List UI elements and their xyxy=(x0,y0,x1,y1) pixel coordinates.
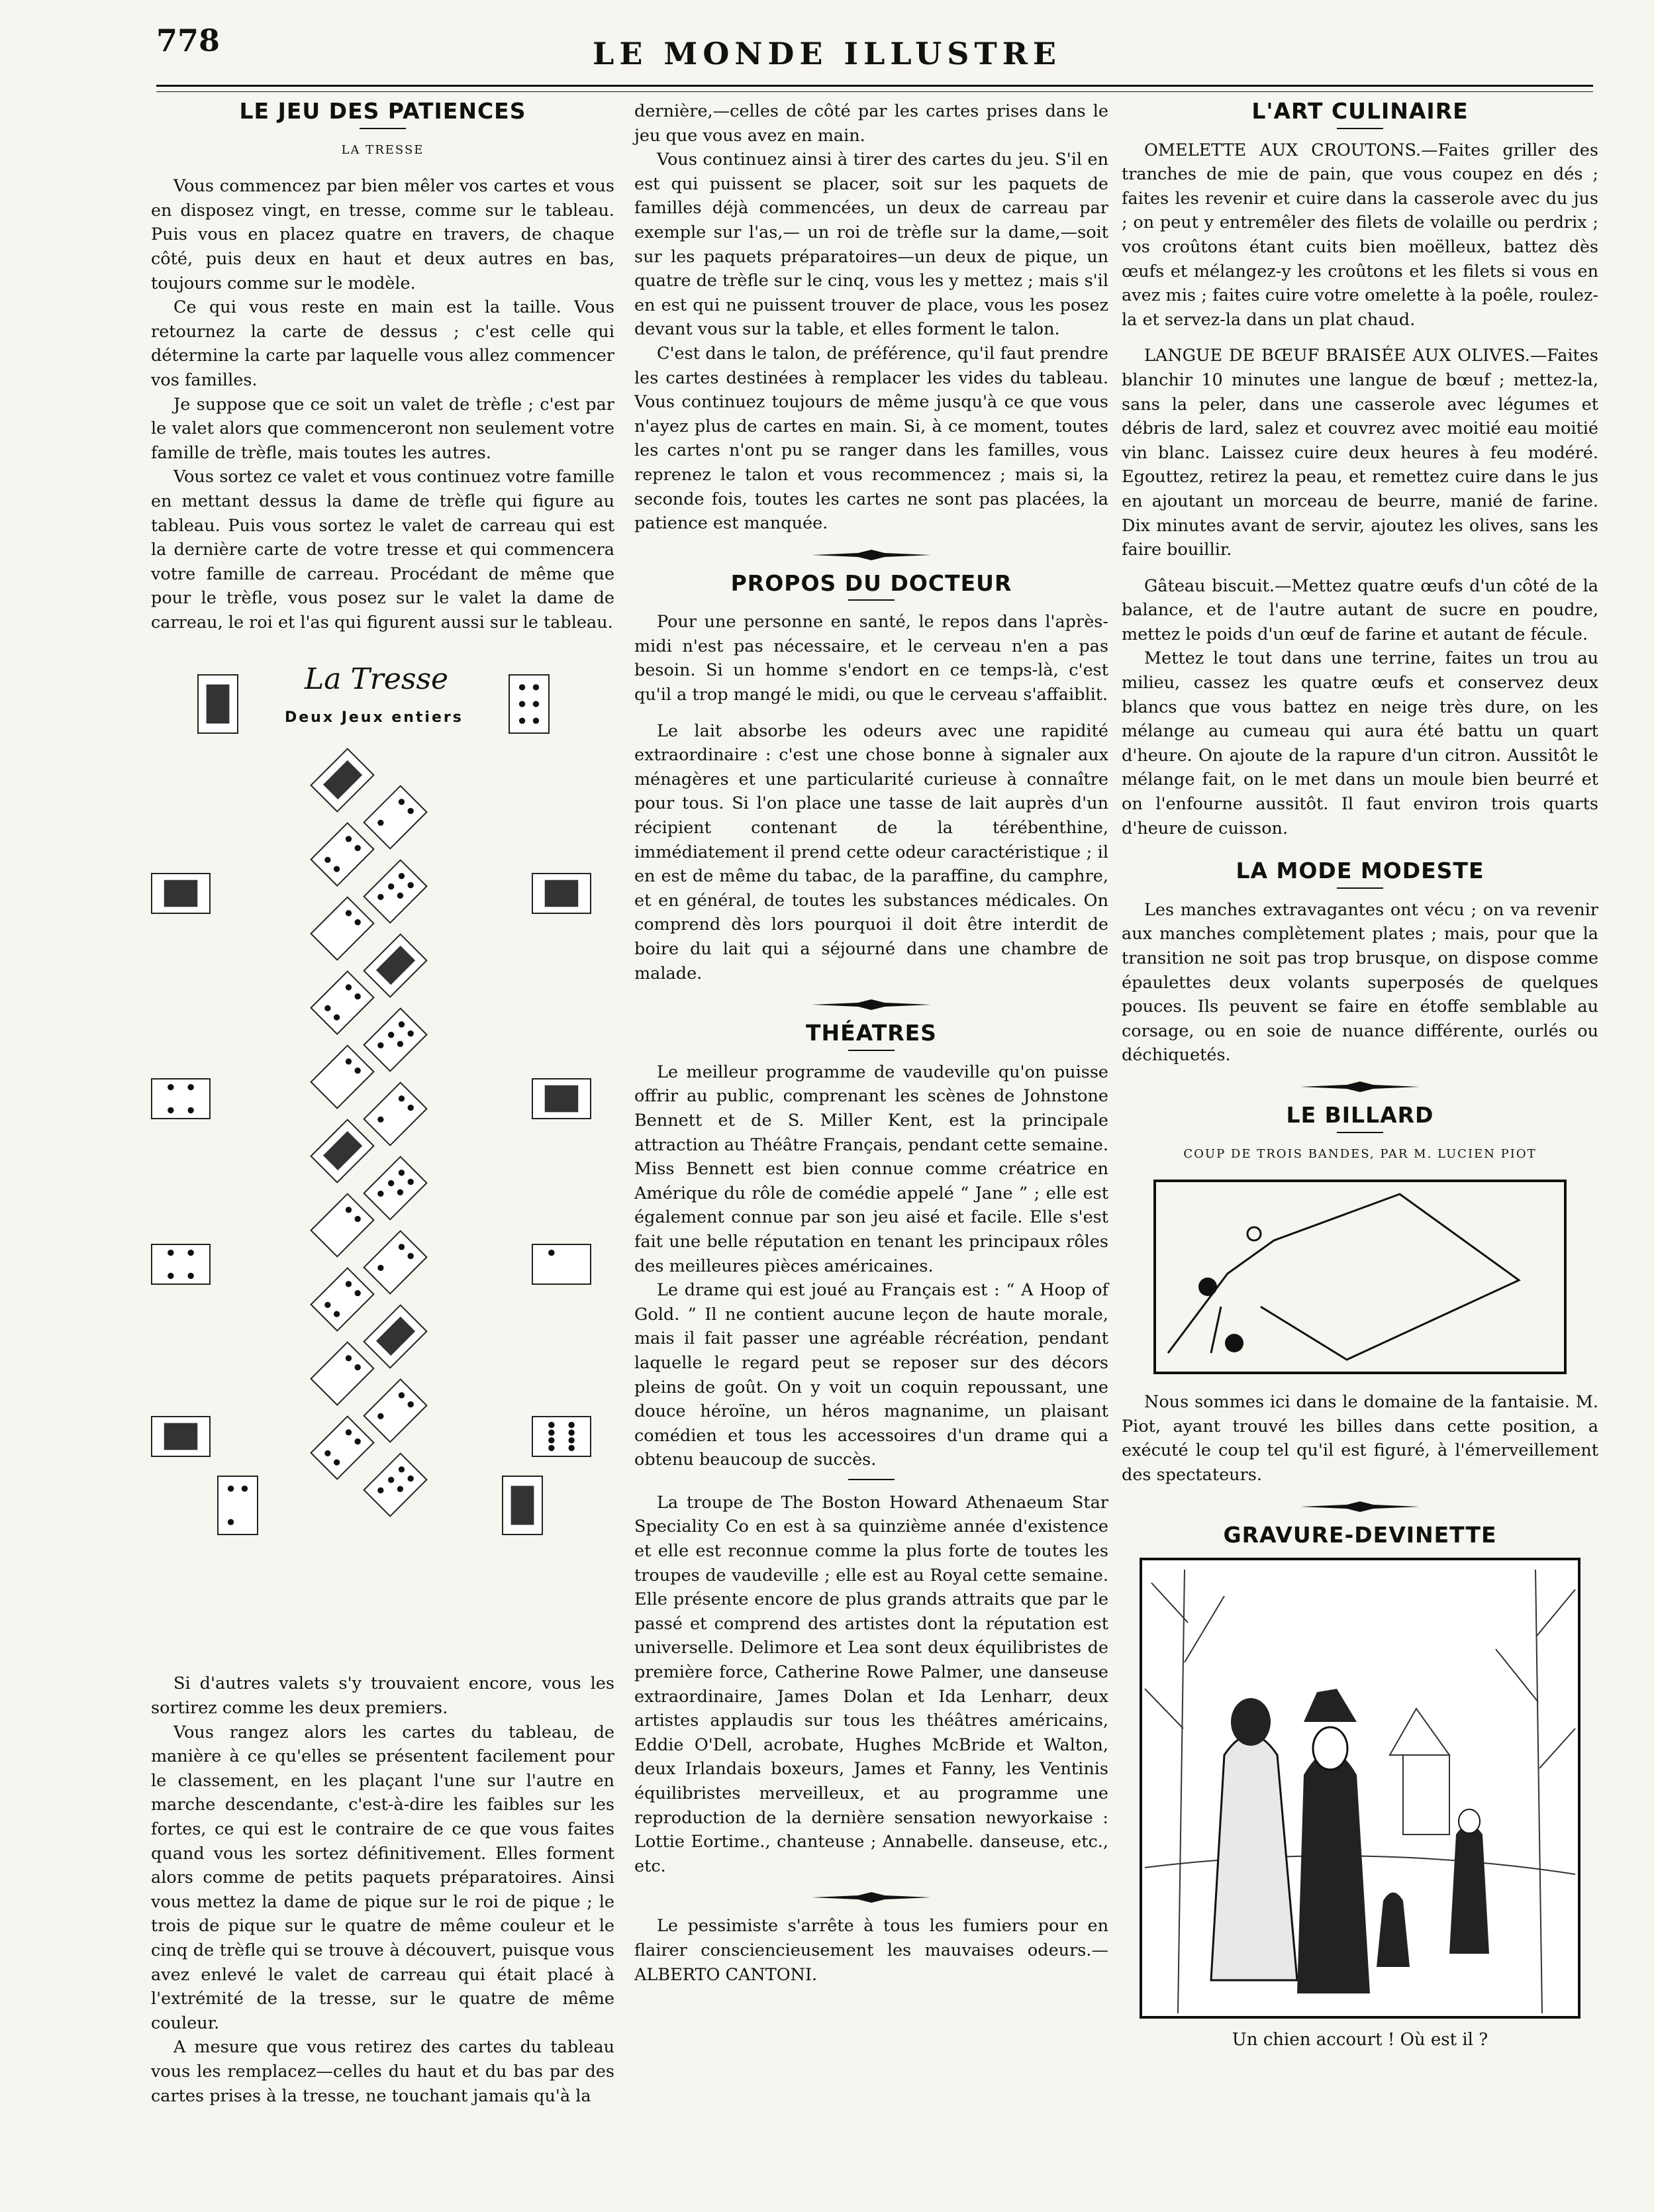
playing-card xyxy=(310,1045,375,1110)
ornament-divider xyxy=(1300,1499,1420,1514)
masthead-rule xyxy=(156,85,1593,87)
billiard-diagram xyxy=(1148,1174,1572,1380)
playing-card xyxy=(310,1119,375,1184)
paragraph: La troupe de The Boston Howard Athenaeum Star Speciality Co en est à sa quinzième année d'existence et elle est reconnue comme la plus forte de toutes les troupes de vaudeville ; elle est au Royal cette semaine. Elle présente encore de plus grands attraits que par le passé et comprend des artistes dont la réputation est universelle. Delimore et Lea sont deux équilibristes de première force, Catherine Rowe Palmer, une danseuse extraordinaire, James Dolan et Ida Lenharr, deux artistes applaudis sur tous les théâtres américains, Eddie O'Dell, acrobate, Hughes McBride et Walton, deux Irlandais boxeurs, James et Fanny, les Ventinis équilibristes merveilleux, et au programme une reproduction de la dernière sensation newyorkaise : Lottie Eortime., chanteuse ; Annabelle. danseuse, etc., etc. xyxy=(634,1492,1108,1876)
paragraph: Les manches extravagantes ont vécu ; on va revenir aux manches complètement plates ; mais, pour que la transition ne soit pas trop brusque, on dispose comme épaulettes deux volants superposés de quelques pouces. Ils peuvent se faire en étoffe semblable au corsage, ou en soie de nuance différente, ourlés ou déchiquetés. xyxy=(1122,899,1598,1066)
playing-card xyxy=(197,674,238,734)
paragraph: Vous continuez ainsi à tirer des cartes du jeu. S'il en est qui puissent se placer, soit sur les paquets de familles déjà commencées, un deux de carreau par exemple sur l'as,— un roi de trèfle sur la dame,—soit sur les paquets préparatoires—un deux de pique, un quatre de trèfle sur le cinq, vous les y mettez ; mais s'il en est qui ne puissent trouver de place, vous les posez devant vous sur la table, et elles forment le talon. xyxy=(634,150,1108,340)
paragraph: Le lait absorbe les odeurs avec une rapidité extraordinaire : c'est une chose bonne à signaler aux ménagères et une particularité curieuse à connaître pour tous. Si l'on place une tasse de lait auprès d'un récipient contenant de la térébenthine, immédiatement il prend cette odeur caractéristique ; il en est de même du tabac, de la paraffine, du camphre, et en général, de toutes les substances médicales. On comprend dès lors pourquoi il doit être interdit de boire du lait qui a séjourné dans une chambre de malade. xyxy=(634,721,1108,983)
playing-card xyxy=(532,1416,591,1457)
paragraph: Le pessimiste s'arrête à tous les fumiers pour en flairer consciencieusement les mauvaises odeurs.—ALBERTO CANTONI. xyxy=(634,1916,1108,1985)
article-subtitle: LA TRESSE xyxy=(341,142,424,157)
playing-card xyxy=(363,1305,428,1370)
engraving-caption: Un chien accourt ! Où est il ? xyxy=(1232,2030,1488,2050)
column-left xyxy=(151,99,614,2108)
paragraph: Pour une personne en santé, le repos dans l'après-midi n'est pas nécessaire, et le cerveau n'en a pas besoin. Si un homme s'endort en ce temps-là, c'est qu'il a trop mangé le midi, ou que le cerveau s'affaiblit. xyxy=(634,612,1108,705)
article-title: LE BILLARD xyxy=(1286,1101,1434,1128)
title-rule xyxy=(848,599,895,601)
playing-card xyxy=(151,1078,211,1119)
paragraph: Je suppose que ce soit un valet de trèfle ; c'est par le valet alors que commenceront non seulement votre famille de trèfle, mais toutes les autres. xyxy=(151,394,614,463)
paragraph: Nous sommes ici dans le domaine de la fantaisie. M. Piot, ayant trouvé les billes dans cette position, a exécuté le coup tel qu'il est figuré, à l'émerveillement des spectateurs. xyxy=(1122,1392,1598,1485)
playing-card xyxy=(217,1476,258,1535)
playing-card xyxy=(509,674,550,734)
article-title: LA MODE MODESTE xyxy=(1236,858,1484,884)
figure-subtitle: Deux Jeux entiers xyxy=(285,709,463,727)
playing-card xyxy=(363,1008,428,1073)
title-rule xyxy=(1337,1132,1383,1133)
title-rule xyxy=(848,1050,895,1051)
playing-card xyxy=(310,1268,375,1332)
masthead: LE MONDE ILLUSTRE xyxy=(593,36,1061,72)
paragraph: Le drame qui est joué au Français est : “ A Hoop of Gold. ” Il ne contient aucune leçon de haute morale, mais il fait passer une agréable récréation, pendant laquelle le regard peut se reposer sur des décors pleins de goût. On y voit un coquin repoussant, une douce héroïne, un héros magnanime, un plaisant comédien et tous les accessoires d'un drame qui a obtenu beaucoup de succès. xyxy=(634,1280,1108,1470)
playing-card xyxy=(363,1082,428,1147)
article-title: GRAVURE-DEVINETTE xyxy=(1223,1521,1497,1548)
paragraph: C'est dans le talon, de préférence, qu'il faut prendre les cartes destinées à remplacer les vides du tableau. Vous continuez toujours de même jusqu'à ce que vous n'ayez plus de cartes en main. Si, à ce moment, toutes les cartes n'ont pu se ranger dans les familles, vous reprenez le talon et vous recommencez ; mais si, la seconde fois, toutes les cartes ne sont pas placées, la patience est manquée. xyxy=(634,343,1108,534)
paragraph: Vous rangez alors les cartes du tableau, de manière à ce qu'elles se présentent facilement pour le classement, en les plaçant l'une sur l'autre en marche descendante, c'est-à-dire les faibles sur les fortes, ce qui est le contraire de ce que vous faites quand vous les sortez définitivement. Elles forment alors comme de petits paquets préparatoires. Ainsi vous mettez la dame de pique sur le roi de pique ; le trois de pique sur le quatre de même couleur et le cinq de trèfle qui se trouve à découvert, puisque vous avez enlevé le valet de carreau qui était placé à l'extrémité de la tresse, sur le quatre de même couleur. xyxy=(151,1722,614,2033)
title-rule xyxy=(1337,887,1383,889)
ornament-divider xyxy=(812,1890,931,1905)
title-rule xyxy=(1337,128,1383,129)
engraving-illustration xyxy=(1138,1556,1582,2020)
paragraph: A mesure que vous retirez des cartes du tableau vous les remplacez—celles du haut et du bas par des cartes prises à la tresse, ne touchant jamais qu'à la xyxy=(151,2037,614,2106)
playing-card xyxy=(151,1416,211,1457)
figure-title: La Tresse xyxy=(305,662,449,697)
paragraph: Vous commencez par bien mêler vos cartes et vous en disposez vingt, en tresse, comme sur le tableau. Puis vous en placez quatre en travers, de chaque côté, puis deux en haut et deux autres en bas, toujours comme sur le modèle. xyxy=(151,176,614,293)
playing-card xyxy=(310,1193,375,1258)
paragraph: Mettez le tout dans une terrine, faites un trou au milieu, cassez les quatre œufs et conservez deux blancs que vous battez en neige très dure, on les mélange au cumeau qui aura été battu un quart d'heure. On ajoute de la rapure d'un citron. Aussitôt le mélange fait, on le met dans un moule bien beurré et on l'enfourne aussitôt. Il faut environ trois quarts d'heure de cuisson. xyxy=(1122,648,1598,838)
section-rule xyxy=(848,1479,895,1480)
masthead-rule-thin xyxy=(156,91,1593,92)
column-middle xyxy=(634,99,1108,1987)
paragraph: Vous sortez ce valet et vous continuez votre famille en mettant dessus la dame de trèfle qui figure au tableau. Puis vous sortez le valet de carreau qui est la dernière carte de votre tresse et qui commencera votre famille de carreau. Procédant de même que pour le trèfle, vous posez sur le valet la dame de carreau, le roi et l'as qui figurent aussi sur le tableau. xyxy=(151,467,614,632)
column-right xyxy=(1122,99,1598,2052)
playing-card xyxy=(310,1342,375,1407)
playing-card xyxy=(310,823,375,887)
playing-card xyxy=(363,934,428,999)
playing-card xyxy=(502,1476,543,1535)
paragraph: LANGUE DE BŒUF BRAISÉE AUX OLIVES.—Faites blanchir 10 minutes une langue de bœuf ; mettez-la, sans la peler, dans une casserole avec légumes et débris de lard, salez et couvrez avec moitié eau moitié vin blanc. Laissez cuire deux heures à feu modéré. Egouttez, retirez la peau, et remettez cuire dans le jus en ajoutant un morceau de beurre, manié de farine. Dix minutes avant de servir, ajoutez les olives, sans les faire bouillir. xyxy=(1122,346,1598,560)
tresse-figure xyxy=(151,654,614,1668)
ornament-divider xyxy=(1300,1080,1420,1094)
playing-card xyxy=(310,897,375,962)
playing-card xyxy=(310,1416,375,1481)
paragraph: Gâteau biscuit.—Mettez quatre œufs d'un côté de la balance, et de l'autre autant de sucre en poudre, mettez le poids d'un œuf de farine et autant de fécule. xyxy=(1122,576,1598,644)
article-subtitle: COUP DE TROIS BANDES, PAR M. LUCIEN PIOT xyxy=(1183,1146,1537,1161)
playing-card xyxy=(363,1453,428,1518)
playing-card xyxy=(363,1379,428,1444)
paragraph: Ce qui vous reste en main est la taille. Vous retournez la carte de dessus ; c'est celle qui détermine la carte par laquelle vous allez commencer vos familles. xyxy=(151,297,614,390)
playing-card xyxy=(363,860,428,925)
playing-card xyxy=(363,785,428,850)
playing-card xyxy=(310,748,375,813)
article-title: THÉATRES xyxy=(806,1020,937,1046)
playing-card xyxy=(310,971,375,1036)
page-number: 778 xyxy=(156,23,220,58)
article-title: L'ART CULINAIRE xyxy=(1251,98,1469,124)
playing-card xyxy=(363,1156,428,1221)
playing-card xyxy=(151,1244,211,1285)
title-rule xyxy=(360,128,406,129)
paragraph: Si d'autres valets s'y trouvaient encore, vous les sortirez comme les deux premiers. xyxy=(151,1674,614,1719)
playing-card xyxy=(363,1231,428,1295)
playing-card xyxy=(532,873,591,914)
article-title: PROPOS DU DOCTEUR xyxy=(730,570,1012,596)
ornament-divider xyxy=(812,548,931,562)
paragraph: Le meilleur programme de vaudeville qu'on puisse offrir au public, comprenant les scènes de Johnstone Bennett et de S. Miller Kent, est la principale attraction au Théâtre Français, pendant cette semaine. Miss Bennett est bien connue comme créatrice en Amérique du rôle de comédie appelé “ Jane ” ; elle est également connue par son jeu aisé et facile. Elle s'est fait une belle réputation en tenant les principaux rôles des meilleures pièces américaines. xyxy=(634,1062,1108,1276)
ornament-divider xyxy=(812,997,931,1012)
paragraph: OMELETTE AUX CROUTONS.—Faites griller des tranches de mie de pain, que vous coupez en dés ; faites les revenir et cuire dans la casserole avec du jus ; on peut y entremêler des filets de volaille ou perdrix ; vos croûtons étant cuits bien moëlleux, battez dès œufs et mélangez-y les croûtons et les filets si vous en avez mis ; faites cuire votre omelette à la poêle, roulez-la et servez-la dans un plat chaud. xyxy=(1122,140,1598,330)
paragraph: dernière,—celles de côté par les cartes prises dans le jeu que vous avez en main. xyxy=(634,101,1108,146)
article-title: LE JEU DES PATIENCES xyxy=(239,98,526,124)
playing-card xyxy=(532,1078,591,1119)
playing-card xyxy=(151,873,211,914)
playing-card xyxy=(532,1244,591,1285)
